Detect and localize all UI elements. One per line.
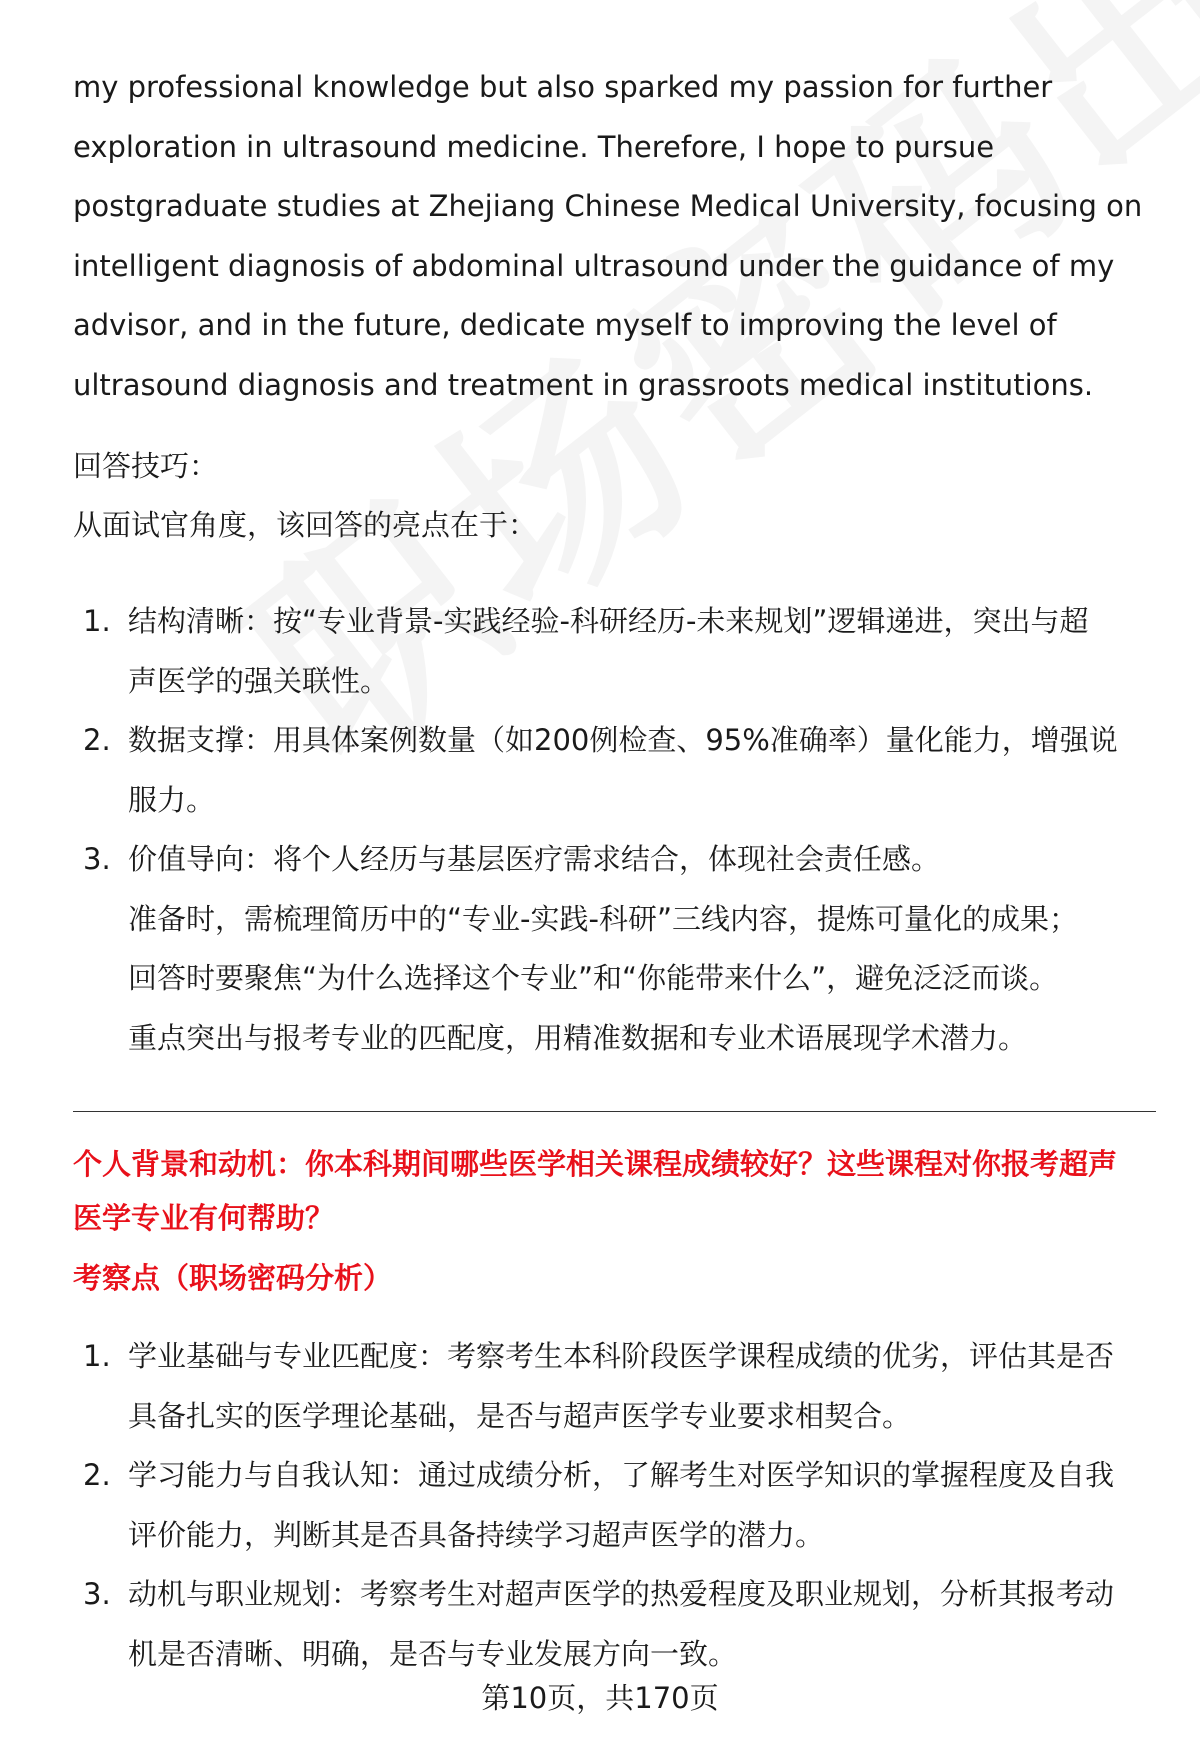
section-divider — [73, 1111, 1156, 1112]
list-item — [73, 830, 1153, 1068]
list-text: 具备扎实的医学理论基础，是否与超声医学专业要求相契合。 — [128, 1398, 912, 1433]
prep-line: 准备时，需梳理简历中的“专业-实践-科研”三线内容，提炼可量化的成果； — [128, 901, 1078, 936]
intro-line: advisor, and in the future, dedicate myself to improving the level of — [73, 308, 1057, 342]
list-text: 学习能力与自我认知：通过成绩分析，了解考生对医学知识的掌握程度及自我 — [128, 1458, 1115, 1492]
list-number: 1. — [83, 604, 111, 638]
list-item — [73, 711, 1153, 830]
list-text: 机是否清晰、明确，是否与专业发展方向一致。 — [128, 1636, 738, 1671]
prep-line: 回答时要聚焦“为什么选择这个专业”和“你能带来什么”，避免泛泛而谈。 — [128, 961, 1059, 995]
tips-heading: 回答技巧： — [73, 449, 219, 483]
list-text: 数据支撑：用具体案例数量（如200例检查、95%准确率）量化能力，增强说 — [128, 723, 1118, 757]
prep-line: 重点突出与报考专业的匹配度，用精准数据和专业术语展现学术潜力。 — [128, 1020, 1028, 1055]
list-text: 学业基础与专业匹配度：考察考生本科阶段医学课程成绩的优劣，评估其是否 — [128, 1339, 1115, 1373]
highlights-list — [73, 592, 1153, 1068]
list-number: 1. — [83, 1339, 111, 1373]
tips-intro: 从面试官角度，该回答的亮点在于： — [73, 508, 538, 542]
list-number: 2. — [83, 1458, 111, 1492]
list-item — [73, 592, 1153, 711]
intro-line: ultrasound diagnosis and treatment in grassroots medical institutions. — [73, 367, 1094, 402]
question-line: 医学专业有何帮助？ — [73, 1201, 335, 1235]
intro-paragraph — [73, 58, 1153, 415]
question-heading — [73, 1137, 1163, 1245]
list-text: 价值导向：将个人经历与基层医疗需求结合，体现社会责任感。 — [128, 842, 941, 876]
list-item — [73, 1446, 1153, 1565]
list-text: 结构清晰：按“专业背景-实践经验-科研经历-未来规划”逻辑递进，突出与超 — [128, 604, 1089, 638]
question-line: 个人背景和动机：你本科期间哪些医学相关课程成绩较好？这些课程对你报考超声 — [73, 1147, 1118, 1181]
intro-line: exploration in ultrasound medicine. Therefore, I hope to pursue — [73, 129, 995, 164]
list-item — [73, 1565, 1153, 1684]
list-number: 2. — [83, 723, 111, 757]
list-text: 服力。 — [128, 782, 216, 817]
list-text: 声医学的强关联性。 — [128, 663, 390, 698]
intro-line: my professional knowledge but also sparked my passion for further — [73, 70, 1053, 104]
list-item — [73, 1327, 1153, 1446]
analysis-title: 考察点（职场密码分析） — [73, 1261, 393, 1295]
list-number: 3. — [83, 842, 111, 876]
list-number: 3. — [83, 1577, 111, 1611]
list-text: 动机与职业规划：考察考生对超声医学的热爱程度及职业规划，分析其报考动 — [128, 1577, 1115, 1611]
intro-line: postgraduate studies at Zhejiang Chinese Medical University, focusing on — [73, 189, 1143, 223]
page-footer: 第10页，共170页 — [481, 1681, 719, 1715]
intro-line: intelligent diagnosis of abdominal ultrasound under the guidance of my — [73, 248, 1115, 283]
analysis-list — [73, 1327, 1153, 1684]
list-text: 评价能力，判断其是否具备持续学习超声医学的潜力。 — [128, 1517, 825, 1552]
